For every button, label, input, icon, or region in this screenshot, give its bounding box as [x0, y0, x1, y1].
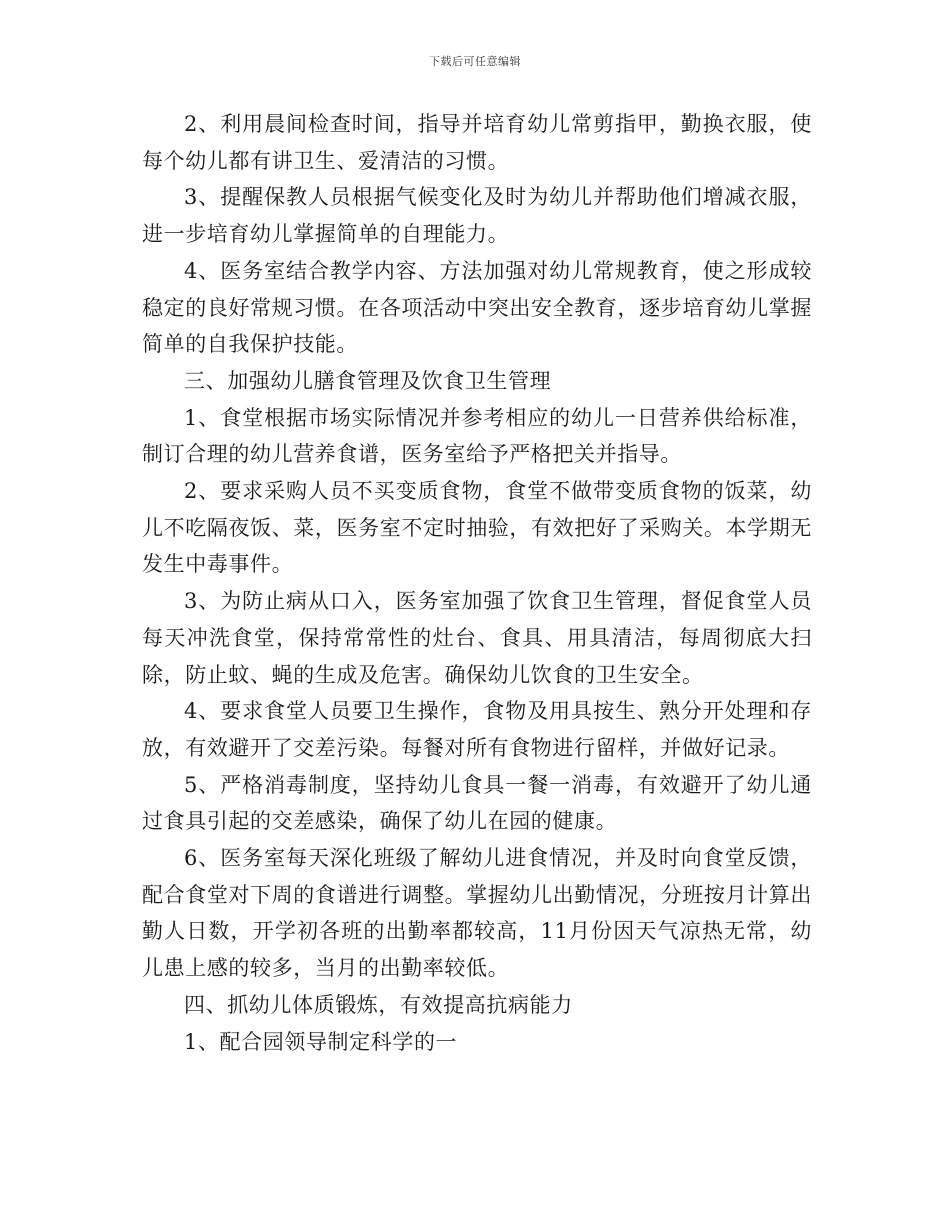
- paragraph-exercise-plan: 1、配合园领导制定科学的一: [184, 1029, 458, 1054]
- paragraph-kitchen-hygiene: 3、为防止病从口入，医务室加强了饮食卫生管理，督促食堂人员每天冲洗食堂，保持常常性的灶台、食具、用具清洁，每周彻底大扫除，防止蚊、蝇的生成及危害。确保幼儿饮食的卫生安全。: [142, 589, 812, 687]
- paragraph-attendance: 6、医务室每天深化班级了解幼儿进食情况，并及时向食堂反馈，配合食堂对下周的食谱进行调整。掌握幼儿出勤情况，分班按月计算出勤人日数，开学初各班的出勤率都较高，11月份因天气凉热无常，幼儿患上感的较多，当月的出勤率较低。: [142, 846, 812, 981]
- page-header: 下载后可任意编辑: [429, 55, 521, 68]
- paragraph-hygiene-habits: 2、利用晨间检查时间，指导并培育幼儿常剪指甲，勤换衣服，使每个幼儿都有讲卫生、爱清洁的习惯。: [142, 112, 812, 173]
- paragraph-disinfection: 5、严格消毒制度，坚持幼儿食具一餐一消毒，有效避开了幼儿通过食具引起的交差感染，确保了幼儿在园的健康。: [142, 772, 812, 834]
- paragraph-nutrition-menu: 1、食堂根据市场实际情况并参考相应的幼儿一日营养供给标准，制订合理的幼儿营养食谱，医务室给予严格把关并指导。: [142, 405, 812, 467]
- section-heading-physical-exercise: 四、抓幼儿体质锻炼，有效提高抗病能力: [184, 992, 573, 1017]
- document-body: [142, 106, 812, 1060]
- paragraph-food-handling: 4、要求食堂人员要卫生操作，食物及用具按生、熟分开处理和存放，有效避开了交差污染。每餐对所有食物进行留样，并做好记录。: [142, 699, 812, 760]
- paragraph-routine-education: 4、医务室结合教学内容、方法加强对幼儿常规教育，使之形成较稳定的良好常规习惯。在各项活动中突出安全教育，逐步培育幼儿掌握简单的自我保护技能。: [142, 258, 812, 357]
- paragraph-food-purchase: 2、要求采购人员不买变质食物，食堂不做带变质食物的饭菜，幼儿不吃隔夜饭、菜，医务室不定时抽验，有效把好了采购关。本学期无发生中毒事件。: [142, 479, 812, 577]
- section-heading-diet-management: 三、加强幼儿膳食管理及饮食卫生管理: [184, 368, 552, 393]
- paragraph-clothing-reminder: 3、提醒保教人员根据气候变化及时为幼儿并帮助他们增减衣服，进一步培育幼儿掌握简单的自理能力。: [142, 185, 812, 247]
